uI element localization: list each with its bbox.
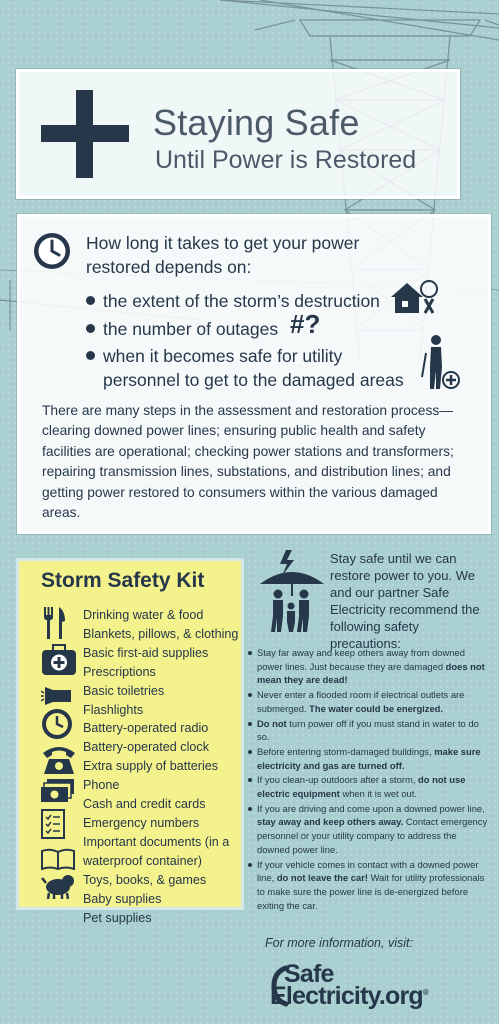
open-book-icon [41,848,75,870]
kit-title: Storm Safety Kit [41,569,205,592]
title-banner [16,69,460,199]
page-title: Staying Safe [153,102,360,143]
list-item: Basic first-aid supplies [83,645,209,660]
bullet-number-of-outages: the number of outages [86,316,278,342]
more-info-label: For more information, visit: [265,936,413,950]
list-item: Battery-operated radio [83,721,209,736]
logo-word-safe: Safe [284,960,334,988]
logo-word-electricity: Electricity.org® [270,982,428,1010]
registered-mark: ® [422,988,428,997]
list-item: Stay far away and keep others away from downed power lines. Just because they are damaged does not mean they are dead! [248,646,488,687]
list-item: If your vehicle comes in contact with a downed power line, do not leave the car! Wait for utility professionals to make sure the power line is de-energized before exiting the car. [248,858,488,913]
outages-mark-icon: #? [290,309,321,339]
umbrella-family-icon [256,550,328,632]
bullet-dot [86,351,95,360]
first-aid-kit-icon [41,644,77,676]
restoration-paragraph: There are many steps in the assessment and restoration process—clearing downed power lines; ensuring public health and safety facilities are operational; checking power stations and transformers; repairing transmission lines, substations, and distribution lines; and getting power restored to consumers within the various damaged areas. [42,403,454,521]
list-item: Emergency numbers [83,815,200,830]
safety-intro: Stay safe until we can restore power to you. We and our partner Safe Electricity recommend the following safety precautions: [330,551,480,651]
list-item: Baby supplies [83,891,162,906]
list-item: Never enter a flooded room if electrical outlets are submerged. The water could be energized. [248,688,488,715]
bullet-dot [86,296,95,305]
telephone-icon [41,745,77,775]
page-subtitle: Until Power is Restored [155,146,417,174]
list-item: Important documents (in a waterproof container) [83,834,230,868]
bullet-utility-safety: when it becomes safe for utility [86,343,342,369]
list-item: Basic toiletries [83,683,165,698]
bullet-dot [86,324,95,333]
list-item: Blankets, pillows, & clothing [83,626,239,641]
worker-first-aid-icon [420,333,460,391]
pet-dog-icon [41,873,75,899]
restoration-intro: How long it takes to get your power restored depends on: [86,233,360,277]
list-item: Cash and credit cards [83,797,206,812]
list-item: Phone [83,778,120,793]
flashlight-icon [41,687,75,705]
bullet-utility-safety-cont: personnel to get to the damaged areas [103,370,404,390]
restoration-info-panel [17,214,491,534]
fork-knife-icon [41,607,67,639]
list-item: If you clean-up outdoors after a storm, do not use electric equipment when it is wet out. [248,773,488,800]
list-item: Do not turn power off if you must stand in water to do so. [248,717,488,744]
safe-electricity-logo[interactable] [270,960,470,1010]
clock-icon [32,231,72,271]
list-item: Toys, books, & games [83,872,207,887]
document-checklist-icon [41,809,65,839]
list-item: Drinking water & food [83,608,204,622]
list-item: Flashlights [83,702,144,717]
bullet-storm-destruction: the extent of the storm’s destruction [86,288,380,314]
clock-icon [41,708,73,740]
list-item: Pet supplies [83,910,152,925]
storm-safety-kit-panel [19,561,241,925]
list-item: If you are driving and come upon a downed power line, stay away and keep others away. Contact emergency personnel or your utility company to address the downed power line. [248,802,488,857]
list-item: Prescriptions [83,664,156,679]
list-item: Battery-operated clock [83,740,209,755]
list-item: Extra supply of batteries [83,759,219,774]
plus-icon [41,90,129,178]
safety-precautions-list [248,646,488,913]
kit-items-list [83,606,243,927]
list-item: Before entering storm-damaged buildings, make sure electricity and gas are turned off. [248,745,488,772]
cash-cards-icon [41,779,75,803]
storm-damage-icon [389,279,441,315]
